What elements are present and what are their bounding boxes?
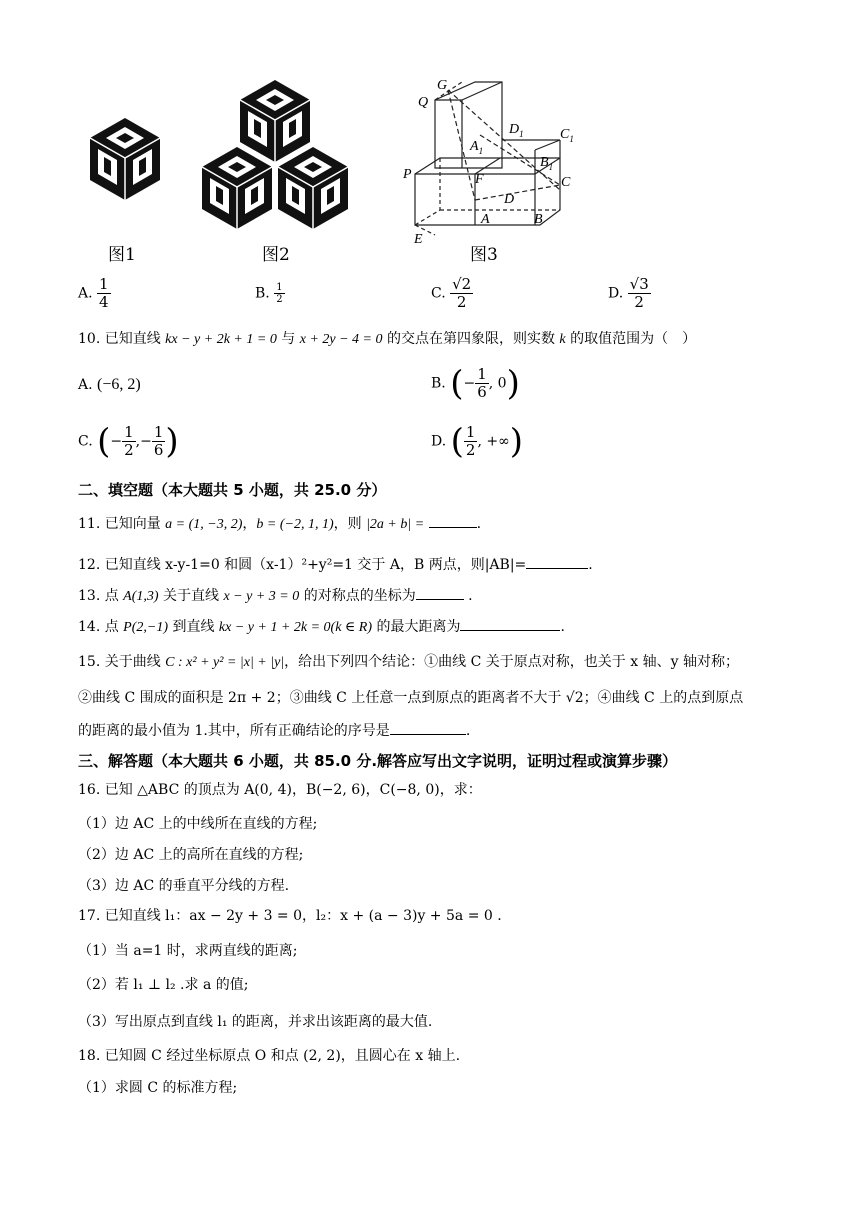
q10-option-a: A. (−6, 2)	[78, 376, 141, 393]
q18-part-1: （1）求圆 C 的标准方程;	[78, 1080, 238, 1096]
q9-option-a: A. $\frac{1}{4}$	[78, 275, 109, 311]
label-A1: $A_1$	[470, 139, 484, 156]
figures-area	[70, 60, 610, 270]
q9-option-c: C. $\frac{√2}{2}$	[431, 275, 472, 311]
figure-2-cubes	[202, 80, 348, 229]
q15-answer-blank[interactable]	[390, 719, 466, 735]
label-F: F	[475, 172, 484, 187]
q12: 12. 已知直线 x-y-1=0 和圆（x-1）²+y²=1 交于 A，B 两点，则|AB|= .	[78, 553, 593, 575]
q12-answer-blank[interactable]	[526, 553, 588, 569]
q11: 11. 已知向量 a = (1, −3, 2)，b = (−2, 1, 1)，则 |2a + b| = .	[78, 512, 481, 535]
figure-1-cube	[90, 118, 160, 200]
figure-2-caption: 图2	[262, 245, 290, 265]
q10-stem: 10. 已知直线 kx − y + 2k + 1 = 0 与 x + 2y − 4 = 0 的交点在第四象限，则实数 k 的取值范围为（ ）	[78, 331, 697, 347]
q15-line-3: 的距离的最小值为 1.其中，所有正确结论的序号是 .	[78, 719, 470, 741]
q16-part-1: （1）边 AC 上的中线所在直线的方程;	[78, 816, 318, 832]
q10-option-d: D. ( $\frac{1}{2}$ , +∞)	[431, 421, 524, 462]
q17-stem: 17. 已知直线 l₁：ax − 2y + 3 = 0，l₂：x + (a − 3)y + 5a = 0 .	[78, 908, 502, 924]
section-2-heading: 二、填空题（本大题共 5 小题，共 25.0 分）	[78, 481, 387, 499]
q15-line-2: ②曲线 C 围成的面积是 2π + 2；③曲线 C 上任意一点到原点的距离者不大于 √2；④曲线 C 上的点到原点	[78, 690, 744, 706]
label-B: B	[534, 212, 543, 227]
label-D1: $D_1$	[509, 122, 524, 139]
label-D: D	[504, 192, 515, 207]
q14: 14. 点 P(2,−1) 到直线 kx − y + 1 + 2k = 0(k ∈ R) 的最大距离为 .	[78, 615, 565, 638]
label-E: E	[414, 232, 423, 247]
q15-line-1: 15. 关于曲线 C : x² + y² = |x| + |y|，给出下列四个结论：①曲线 C 关于原点对称，也关于 x 轴、y 轴对称；	[78, 654, 739, 670]
figure-1-caption: 图1	[108, 245, 136, 265]
q16-stem: 16. 已知 △ABC 的顶点为 A(0, 4)，B(−2, 6)，C(−8, 0)，求：	[78, 782, 482, 798]
label-P: P	[403, 167, 412, 182]
q10-option-c: C. (− $\frac{1}{2}$ ,− $\frac{1}{6}$ )	[78, 421, 179, 462]
q14-answer-blank[interactable]	[460, 615, 560, 631]
label-C: C	[561, 175, 571, 190]
cube-figures	[70, 60, 610, 270]
q13-answer-blank[interactable]	[416, 584, 464, 600]
q16-part-2: （2）边 AC 上的高所在直线的方程;	[78, 847, 304, 863]
label-A: A	[481, 212, 490, 227]
q17-part-3: （3）写出原点到直线 l₁ 的距离，并求出该距离的最大值.	[78, 1014, 433, 1030]
label-C1: $C_1$	[560, 127, 574, 144]
q9-option-d: D. $\frac{√3}{2}$	[608, 275, 649, 311]
label-Q: Q	[418, 95, 429, 110]
q11-answer-blank[interactable]	[429, 512, 477, 528]
q16-part-3: （3）边 AC 的垂直平分线的方程.	[78, 878, 290, 894]
label-G: G	[437, 78, 448, 93]
label-B1: $B_1$	[540, 155, 554, 172]
q10-option-b: B. (− $\frac{1}{6}$ , 0)	[431, 363, 520, 404]
section-3-heading: 三、解答题（本大题共 6 小题，共 85.0 分.解答应写出文字说明，证明过程或演算步骤）	[78, 752, 678, 770]
q9-option-b: B. $\frac{1}{2}$	[255, 282, 283, 305]
q17-part-1: （1）当 a=1 时，求两直线的距离;	[78, 943, 298, 959]
q17-part-2: （2）若 l₁ ⊥ l₂ .求 a 的值;	[78, 977, 249, 993]
q18-stem: 18. 已知圆 C 经过坐标原点 O 和点 (2, 2)，且圆心在 x 轴上.	[78, 1048, 461, 1064]
q13: 13. 点 A(1,3) 关于直线 x − y + 3 = 0 的对称点的坐标为 .	[78, 584, 473, 607]
figure-3-caption: 图3	[470, 245, 498, 265]
